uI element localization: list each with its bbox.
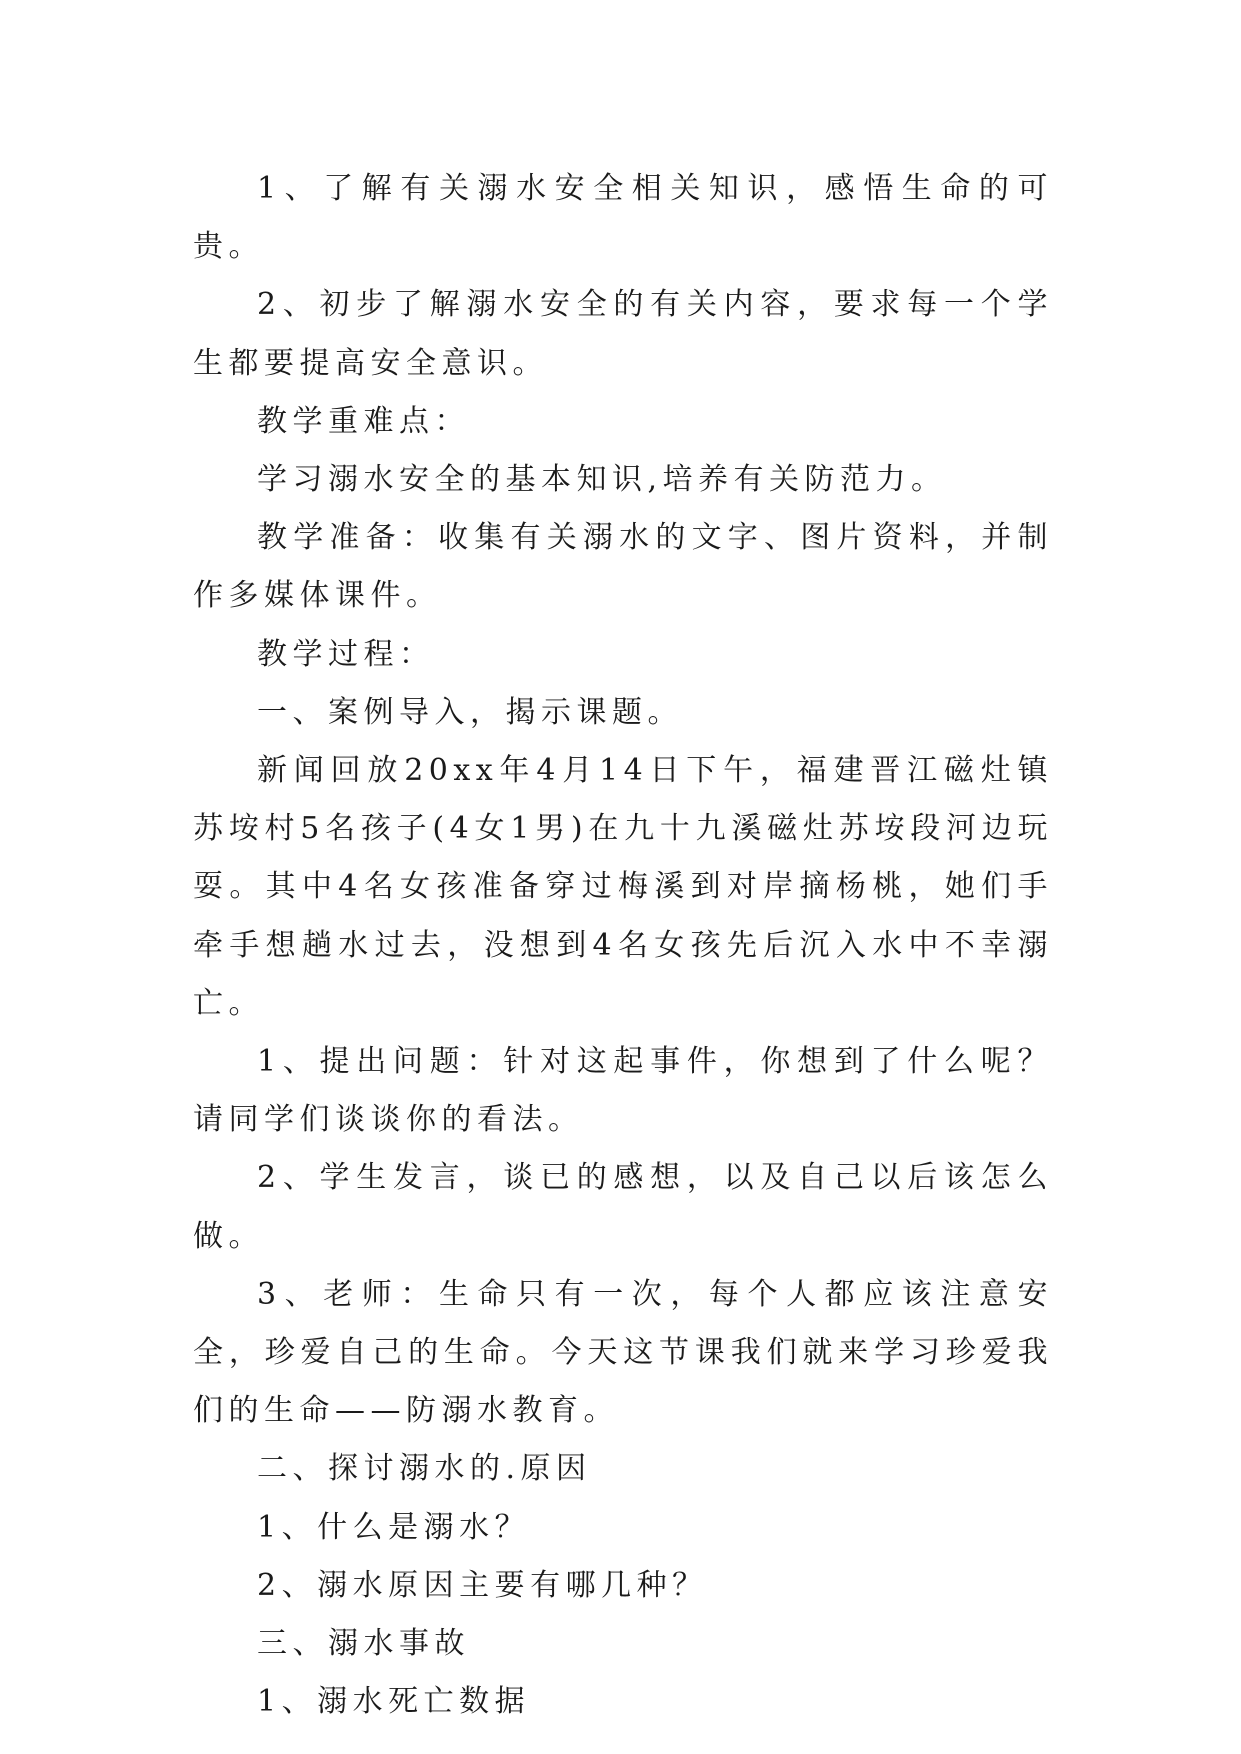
paragraph-preparation: 教学准备：收集有关溺水的文字、图片资料，并制作多媒体课件。 — [193, 520, 1053, 614]
list-item-drowning-causes: 2、溺水原因主要有哪几种？ — [257, 1567, 708, 1603]
paragraph-news-case: 新闻回放20xx年4月14日下午，福建晋江磁灶镇苏垵村5名孩子(4女1男)在九十九溪磁灶苏垵段河边玩耍。其中4名女孩准备穿过梅溪到对岸摘杨桃，她们手牵手想趟水过去，没想到4名女孩先后沉入水中不幸溺亡。 — [193, 753, 1053, 1021]
paragraph-question: 1、提出问题：针对这起事件，你想到了什么呢？请同学们谈谈你的看法。 — [193, 1044, 1053, 1138]
heading-key-points: 教学重难点： — [257, 403, 470, 439]
list-item-death-data: 1、溺水死亡数据 — [257, 1684, 531, 1720]
heading-process: 教学过程： — [257, 636, 435, 672]
paragraph-student-speech: 2、学生发言，谈已的感想，以及自己以后该怎么做。 — [193, 1160, 1053, 1254]
document-body — [193, 160, 1053, 1731]
list-item-what-is-drowning: 1、什么是溺水？ — [257, 1509, 531, 1545]
paragraph-key-points: 学习溺水安全的基本知识,培养有关防范力。 — [257, 462, 947, 498]
section-heading-3: 三、溺水事故 — [257, 1626, 470, 1662]
paragraph-objective-2: 2、初步了解溺水安全的有关内容，要求每一个学生都要提高安全意识。 — [193, 287, 1053, 381]
paragraph-teacher: 3、老师：生命只有一次，每个人都应该注意安全，珍爱自己的生命。今天这节课我们就来学习珍爱我们的生命——防溺水教育。 — [193, 1276, 1053, 1429]
paragraph-objective-1: 1、了解有关溺水安全相关知识，感悟生命的可贵。 — [193, 171, 1053, 265]
section-heading-1: 一、案例导入，揭示课题。 — [257, 694, 683, 730]
section-heading-2: 二、探讨溺水的.原因 — [257, 1451, 592, 1487]
